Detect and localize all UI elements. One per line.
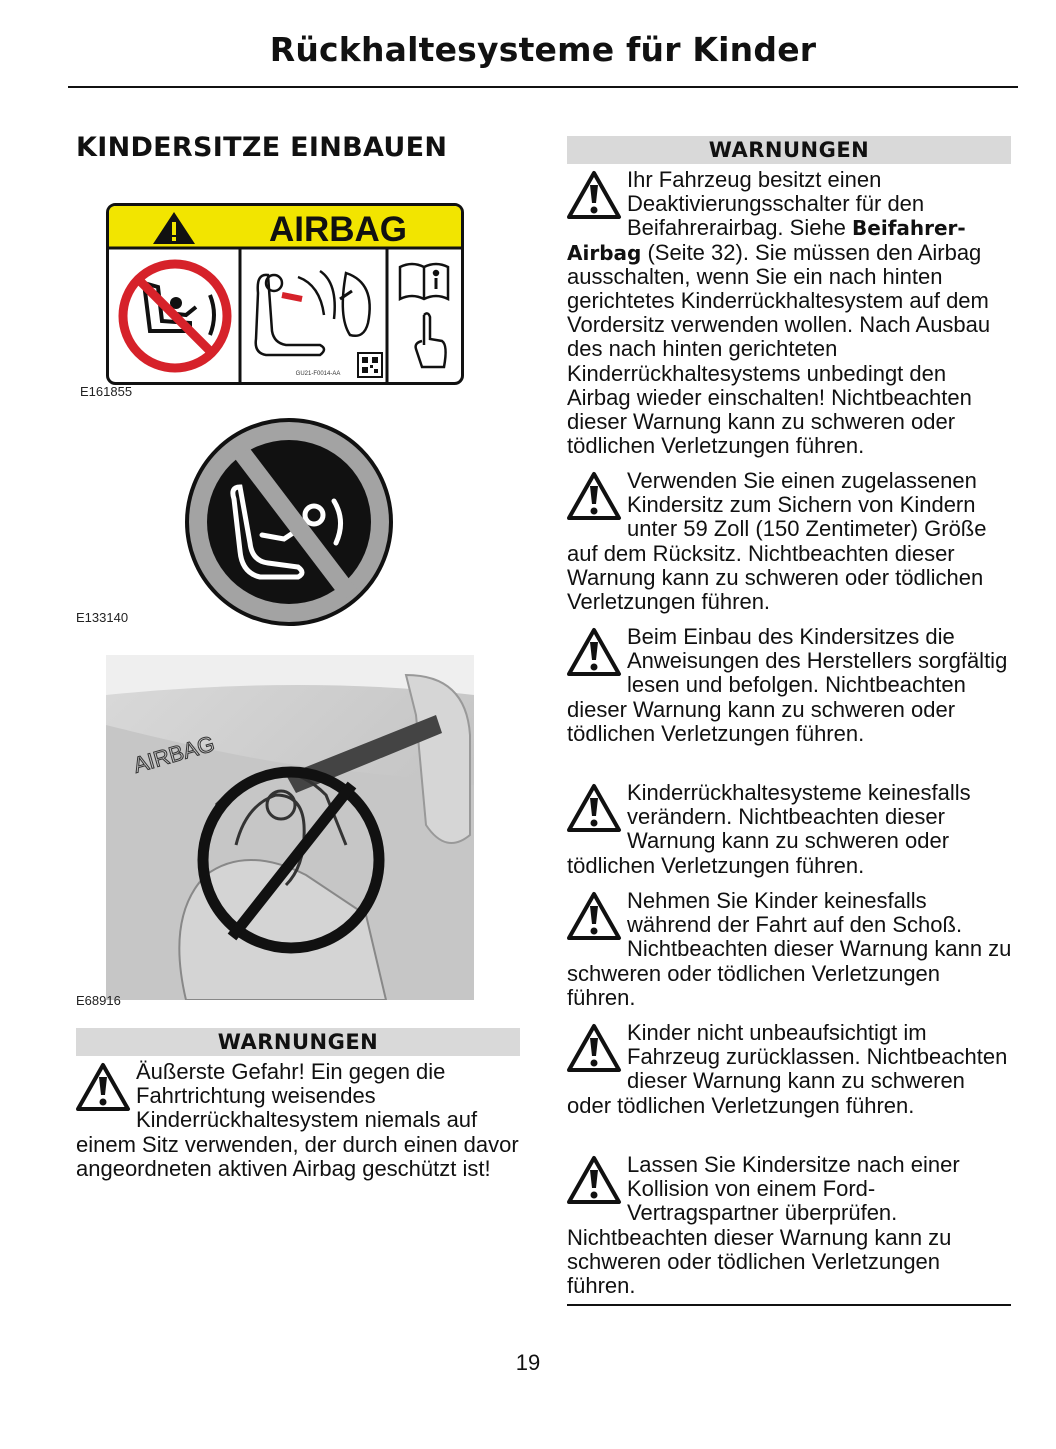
qr-code-icon bbox=[358, 353, 382, 377]
car-interior-prohibited-seat-figure bbox=[106, 655, 474, 1000]
title-divider bbox=[68, 86, 1018, 88]
warning-triangle-icon bbox=[75, 1062, 131, 1112]
warning-item bbox=[76, 1060, 520, 1181]
warning-item bbox=[567, 1153, 1013, 1298]
warning-text: Kinderrückhaltesysteme keinesfalls verändern. Nichtbeachten dieser Warnung kann zu schweren oder tödlichen Verletzungen führen. bbox=[567, 780, 971, 878]
figure-code: E68916 bbox=[76, 993, 121, 1008]
section-heading: KINDERSITZE EINBAUEN bbox=[76, 132, 448, 163]
warning-item bbox=[567, 889, 1013, 1010]
warning-item bbox=[567, 1021, 1013, 1118]
page-title: Rückhaltesysteme für Kinder bbox=[269, 30, 817, 69]
dashboard-airbag-text: AIRBAG bbox=[130, 730, 218, 778]
page-number: 19 bbox=[515, 1350, 541, 1375]
no-rear-facing-seat-sign bbox=[184, 417, 394, 627]
warning-text: (Seite 32). Sie müssen den Airbag ausschalten, wenn Sie ein nach hinten gerichtetes Kinderrückhaltesystem auf dem Vordersitz verwenden wollen. Nach Ausbau des nach hinten gerichteten Kinderrückhaltesystems unbedingt den Airbag wieder einschalten! Nichtbeachten dieser Warnung kann zu schweren oder tödlichen Verletzungen führen. bbox=[567, 239, 991, 459]
warning-triangle-icon bbox=[566, 1023, 622, 1073]
warning-text: Ihr Fahrzeug besitzt einen Deaktivierungsschalter für den Beifahrerairbag. Siehe bbox=[627, 167, 925, 241]
warning-triangle-icon bbox=[566, 170, 622, 220]
warning-text: Beim Einbau des Kindersitzes die Anweisungen des Herstellers sorgfältig lesen und befolgen. Nichtbeachten dieser Warnung kann zu schweren oder tödlichen Verletzungen führen. bbox=[567, 624, 1008, 746]
warning-triangle-icon bbox=[566, 1155, 622, 1205]
label-airbag-text: AIRBAG bbox=[268, 210, 408, 249]
warning-triangle-icon bbox=[566, 891, 622, 941]
airbag-warning-label-figure bbox=[106, 203, 464, 385]
warning-text: Äußerste Gefahr! Ein gegen die Fahrtrichtung weisendes Kinderrückhaltesystem niemals auf einem Sitz verwenden, der durch einen davor angeordneten aktiven Airbag geschützt ist! bbox=[76, 1059, 519, 1181]
column-end-divider bbox=[567, 1304, 1011, 1306]
warning-text: Nehmen Sie Kinder keinesfalls während der Fahrt auf den Schoß. Nichtbeachten dieser Warnung kann zu schweren oder tödlichen Verletzungen führen. bbox=[567, 888, 1012, 1010]
warnings-header: WARNUNGEN bbox=[76, 1028, 520, 1056]
warning-item bbox=[567, 781, 1013, 878]
figure-code: E161855 bbox=[80, 384, 133, 399]
warning-triangle-icon bbox=[566, 471, 622, 521]
warnings-header: WARNUNGEN bbox=[567, 136, 1011, 164]
warning-triangle-icon bbox=[566, 783, 622, 833]
warning-text: Kinder nicht unbeaufsichtigt im Fahrzeug zurücklassen. Nichtbeachten dieser Warnung kann zu schweren oder tödlichen Verletzungen führen. bbox=[567, 1020, 1008, 1118]
warning-item bbox=[567, 168, 1013, 458]
warning-text: Lassen Sie Kindersitze nach einer Kollision von einem Ford-Vertragspartner überprüfen. Nichtbeachten dieser Warnung kann zu schweren oder tödlichen Verletzungen führen. bbox=[567, 1152, 960, 1299]
warning-text: Verwenden Sie einen zugelassenen Kindersitz zum Sichern von Kindern unter 59 Zoll (150 Zentimeter) Größe auf dem Rücksitz. Nichtbeachten dieser Warnung kann zu schweren oder tödlichen Verletzungen führen. bbox=[567, 468, 987, 615]
figure-code: E133140 bbox=[76, 610, 129, 625]
airbag-page-link[interactable]: Beifahrer-Airbag bbox=[567, 216, 966, 265]
warning-item bbox=[567, 625, 1013, 746]
label-small-code: GU21-F0014-AA bbox=[295, 371, 341, 377]
warning-item bbox=[567, 469, 1013, 614]
warning-triangle-icon bbox=[566, 627, 622, 677]
no-child-seat-icon bbox=[123, 264, 227, 368]
